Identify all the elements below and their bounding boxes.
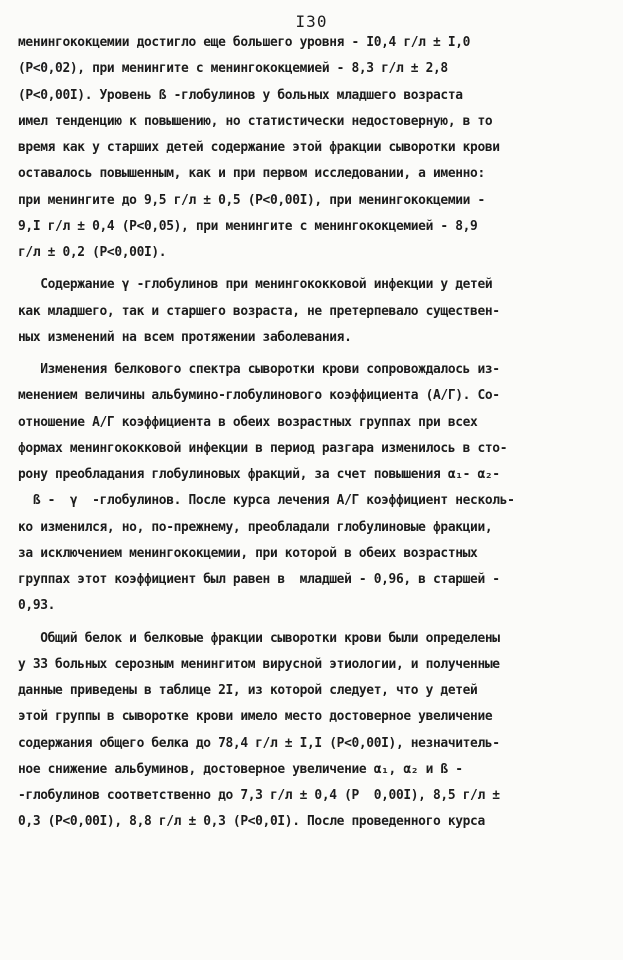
text-line: Общий белок и белковые фракции сыворотки крови были определены	[18, 630, 500, 646]
text-line: менением величины альбумино-глобулинового коэффициента (А/Г). Со-	[18, 388, 500, 404]
text-line: менингококцемии достигло еще большего уровня - I0,4 г/л ± I,0	[18, 35, 471, 50]
text-line: имел тенденцию к повышению, но статистически недостоверную, в то	[18, 113, 493, 129]
text-line: у 33 больных серозным менингитом вирусной этиологии, и полученные	[18, 656, 500, 672]
text-line: данные приведены в таблице 2I, из которой следует, что у детей	[18, 683, 478, 698]
text-line: формах менингококковой инфекции в период разгара изменилось в сто-	[18, 440, 508, 456]
text-line: 9,I г/л ± 0,4 (Р<0,05), при менингите с менингококцемией - 8,9	[18, 218, 478, 234]
text-line: как младшего, так и старшего возраста, не претерпевало существен-	[18, 303, 500, 319]
text-line: (Р<0,02), при менингите с менингококцемией - 8,3 г/л ± 2,8	[18, 61, 448, 77]
text-line: ных изменений на всем протяжении заболевания.	[18, 329, 352, 345]
text-line: -глобулинов соответственно до 7,3 г/л ± 0,4 (Р 0,00I), 8,5 г/л ±	[18, 788, 500, 803]
text-line: отношение А/Г коэффициента в обеих возрастных группах при всех	[18, 414, 478, 430]
text-line: (Р<0,00I). Уровень ß -глобулинов у больных младшего возраста	[18, 87, 463, 103]
text-line: рону преобладания глобулиновых фракций, за счет повышения α₁- α₂-	[18, 467, 500, 482]
body-text	[18, 30, 608, 836]
text-line: г/л ± 0,2 (Р<0,00I).	[18, 245, 167, 260]
text-line: при менингите до 9,5 г/л ± 0,5 (Р<0,00I), при менингококцемии -	[18, 192, 485, 208]
text-line: Содержание γ -глобулинов при менингококковой инфекции у детей	[18, 277, 493, 293]
text-line: 0,3 (Р<0,00I), 8,8 г/л ± 0,3 (Р<0,0I). После проведенного курса	[18, 814, 485, 830]
text-line: ко изменился, но, по-прежнему, преобладали глобулиновые фракции,	[18, 519, 493, 535]
text-line: группах этот коэффициент был равен в младшей - 0,96, в старшей -	[18, 572, 500, 587]
text-line: за исключением менингококцемии, при которой в обеих возрастных	[18, 545, 478, 561]
text-line: ное снижение альбуминов, достоверное увеличение α₁, α₂ и ß -	[18, 761, 463, 777]
text-line: 0,93.	[18, 598, 56, 614]
text-line: оставалось повышенным, как и при первом исследовании, а именно:	[18, 166, 485, 182]
text-line: время как у старших детей содержание этой фракции сыворотки крови	[18, 140, 500, 155]
page-number: I30	[295, 12, 328, 31]
text-line: этой группы в сыворотке крови имело место достоверное увеличение	[18, 709, 493, 725]
text-line: ß - γ -глобулинов. После курса лечения А/Г коэффициент несколь-	[18, 493, 515, 509]
text-line: содержания общего белка до 78,4 г/л ± I,I (Р<0,00I), незначитель-	[18, 735, 500, 751]
text-line: Изменения белкового спектра сыворотки крови сопровождалось из-	[18, 362, 500, 377]
